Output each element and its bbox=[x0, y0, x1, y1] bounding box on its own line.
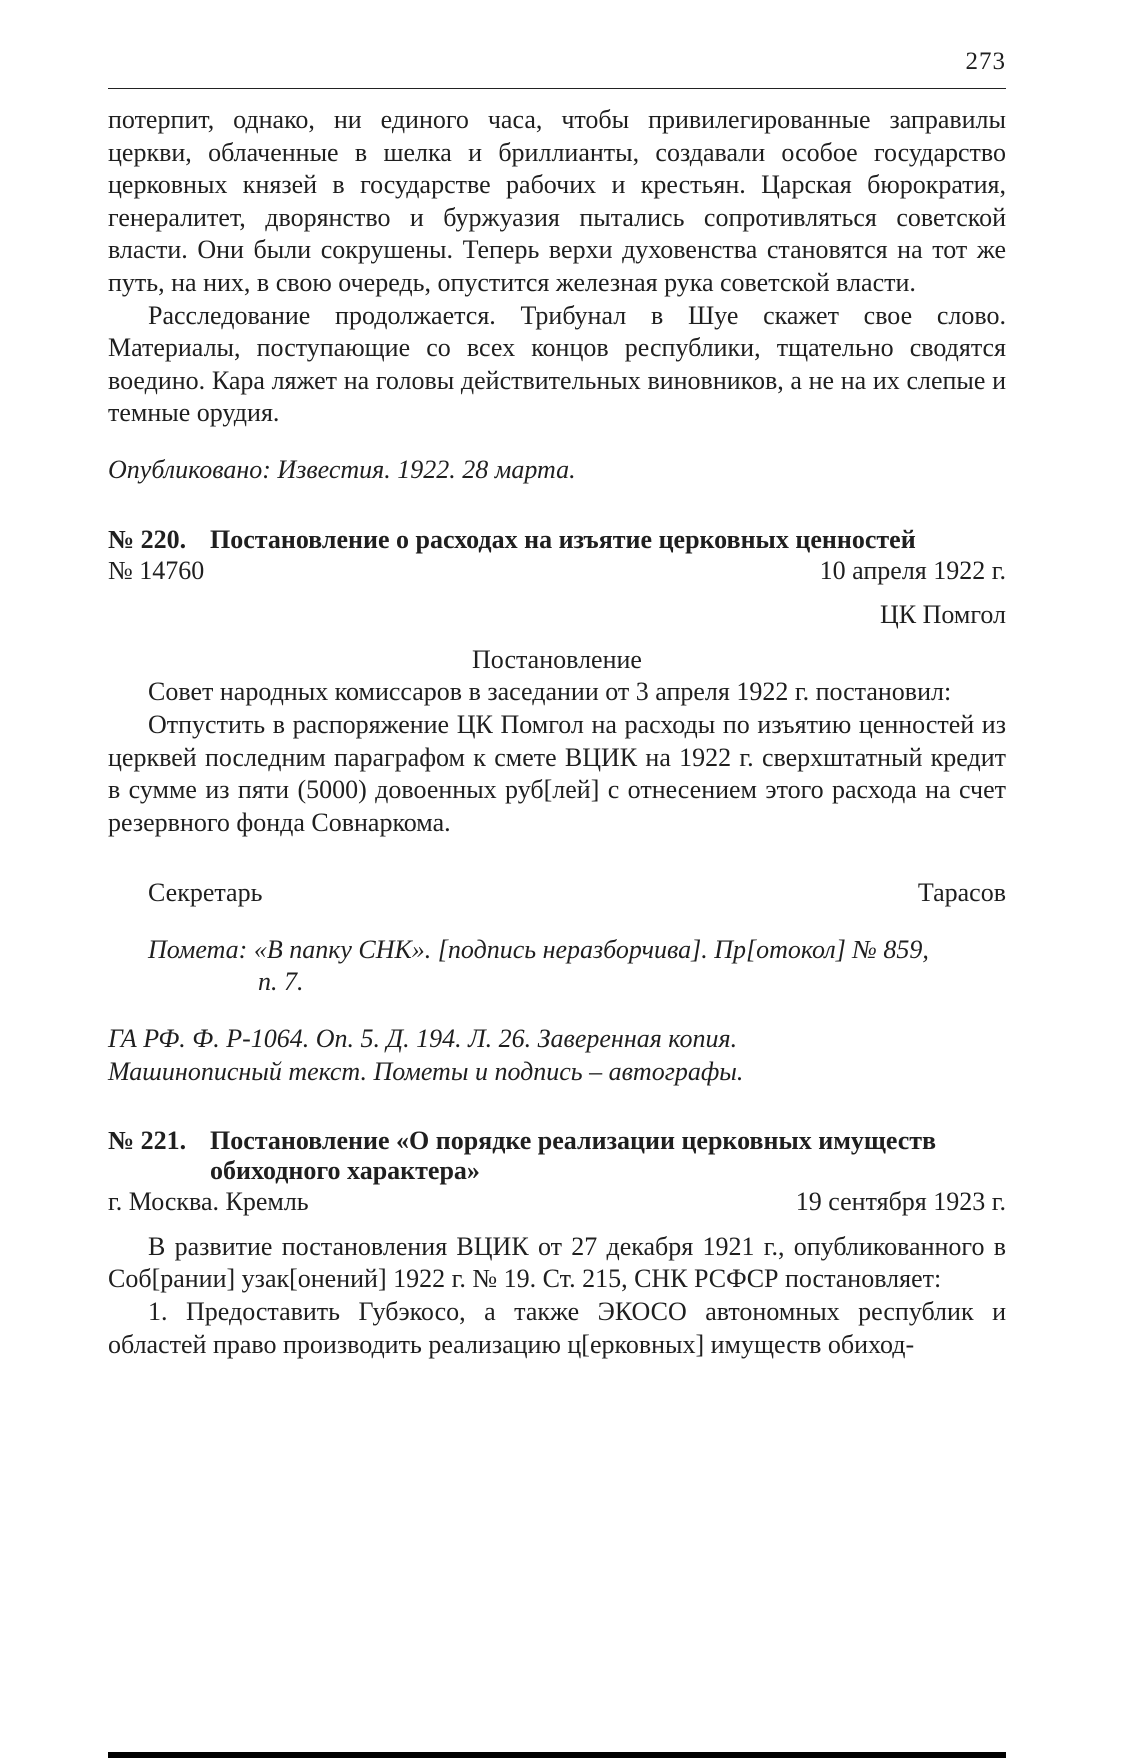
page-content bbox=[108, 104, 1006, 1361]
doc-220-source bbox=[108, 1023, 1006, 1088]
doc-221-title: Постановление «О порядке реализации церковных имуществ обиходного характера» bbox=[210, 1126, 937, 1186]
doc-221-heading bbox=[108, 1126, 1006, 1186]
doc-220-date: 10 апреля 1922 г. bbox=[819, 555, 1006, 585]
doc-220-heading bbox=[108, 525, 1006, 555]
doc-221-number: № 221. bbox=[108, 1126, 187, 1156]
doc-220-number: № 220. bbox=[108, 524, 187, 554]
source-line: Машинописный текст. Пометы и подпись – автографы. bbox=[108, 1056, 744, 1086]
doc-220-signature bbox=[108, 877, 1006, 910]
source-line: ГА РФ. Ф. Р-1064. Оп. 5. Д. 194. Л. 26. Заверенная копия. bbox=[108, 1024, 738, 1054]
scan-edge bbox=[108, 1752, 1006, 1758]
mark-line: п. 7. bbox=[258, 967, 304, 997]
signer-role: Секретарь bbox=[148, 878, 263, 908]
doc-220-body: Совет народных комиссаров в заседании от 3 апреля 1922 г. постановил: bbox=[148, 677, 952, 707]
doc-220-meta bbox=[108, 555, 1006, 588]
doc-220-reg-number: № 14760 bbox=[108, 555, 205, 585]
signer-name: Тарасов bbox=[917, 878, 1006, 908]
doc-220-title: Постановление о расходах на изъятие церковных ценностей bbox=[210, 524, 916, 554]
doc-220-body: Отпустить в распоряжение ЦК Помгол на расходы по изъятию ценностей из церквей последним параграфом к смете ВЦИК на 1922 г. сверхштатный кредит в сумме из пяти (5000) довоенных руб[лей] с отнесением этого расхода на счет резервного фонда Совнаркома. bbox=[108, 709, 1006, 837]
doc-220-type: Постановление bbox=[472, 644, 642, 674]
doc-221-body: 1. Предоставить Губэкосо, а также ЭКОСО автономных республик и областей право производить реализацию ц[ерковных] имуществ обиход- bbox=[108, 1297, 1006, 1359]
doc-221-body: В развитие постановления ВЦИК от 27 декабря 1921 г., опубликованного в Соб[рании] узак[онений] 1922 г. № 19. Ст. 215, СНК РСФСР постановляет: bbox=[108, 1231, 1006, 1294]
mark-line: Помета: «В папку СНК». [подпись неразборчива]. Пр[отокол] № 859, bbox=[148, 934, 929, 964]
book-page bbox=[108, 0, 1006, 1758]
doc-221-meta bbox=[108, 1186, 1006, 1219]
continuation-paragraph: Расследование продолжается. Трибунал в Шуе скажет свое слово. Материалы, поступающие со всех концов республики, тщательно сводятся воедино. Кара ляжет на головы действительных виновников, а не на их слепые и темные орудия. bbox=[108, 300, 1006, 428]
publication-note: Опубликовано: Известия. 1922. 28 марта. bbox=[108, 454, 576, 484]
doc-220-mark bbox=[108, 934, 1006, 999]
page-number: 273 bbox=[965, 48, 1006, 75]
continuation-paragraph: потерпит, однако, ни единого часа, чтобы привилегированные заправилы церкви, облаченные в шелка и бриллианты, создавали особое государство церковных князей в государстве рабочих и крестьян. Царская бюрократия, генералитет, дворянство и буржуазия пытались сопротивляться советской власти. Они были сокрушены. Теперь верхи духовенства становятся на тот же путь, на них, в свою очередь, опустится железная рука советской власти. bbox=[108, 105, 1006, 297]
doc-221-place: г. Москва. Кремль bbox=[108, 1187, 309, 1217]
doc-220-addressee: ЦК Помгол bbox=[879, 600, 1006, 630]
doc-221-date: 19 сентября 1923 г. bbox=[795, 1187, 1006, 1217]
header-rule bbox=[108, 88, 1006, 89]
